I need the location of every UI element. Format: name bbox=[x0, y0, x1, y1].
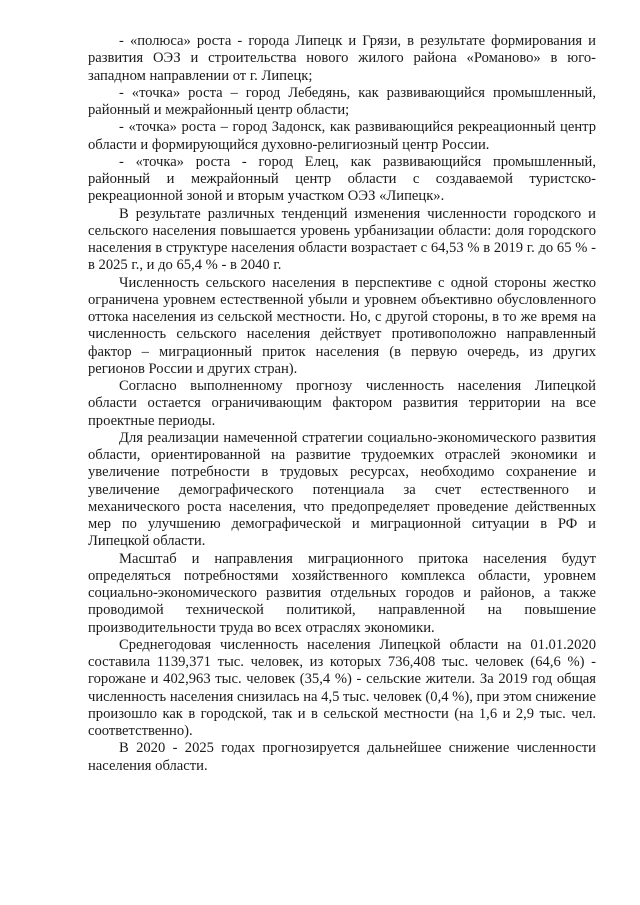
paragraph-development-strategy: Для реализации намеченной стратегии социально-экономического развития области, ориентированной на развитие трудоемких отраслей экономики и увеличение потребности в трудовых ресурсах, необходимо сохранение и увеличение демографического потенциала за счет естественного и механического роста населения, что предопределяет проведение действенных мер по улучшению демографической и миграционной ситуации в РФ и Липецкой области. bbox=[88, 429, 596, 550]
paragraph-growth-pole-lipetsk-gryazi: - «полюса» роста - города Липецк и Грязи, в результате формирования и развития ОЭЗ и строительства нового жилого района «Романово» в юго-западном направлении от г. Липецк; bbox=[88, 33, 596, 84]
paragraph-average-population: Среднегодовая численность населения Липецкой области на 01.01.2020 составила 1139,371 тыс. человек, из которых 736,408 тыс. человек (64,6 %) - горожане и 402,963 тыс. человек (35,4 %) - сельские жители. За 2019 год общая численность населения снизилась на 4,5 тыс. человек (0,4 %), при этом снижение произошло как в городской, так и в сельской местности (на 1,6 и 2,9 тыс. чел. соответственно). bbox=[88, 636, 596, 739]
paragraph-population-forecast: Согласно выполненному прогнозу численность населения Липецкой области остается ограничивающим фактором развития территории на все проектные периоды. bbox=[88, 378, 596, 429]
paragraph-rural-population: Численность сельского населения в перспективе с одной стороны жестко ограничена уровнем естественной убыли и уровнем объективно обусловленного оттока населения из сельской местности. Но, с другой стороны, в то же время на численность сельского населения действует противоположно направленный фактор – миграционный приток населения (в первую очередь, из других регионов России и других стран). bbox=[88, 274, 596, 377]
paragraph-urbanization: В результате различных тенденций изменения численности городского и сельского населения повышается уровень урбанизации области: доля городского населения в структуре населения области возрастает с 64,53 % в 2019 г. до 65 % - в 2025 г., и до 65,4 % - в 2040 г. bbox=[88, 205, 596, 274]
paragraph-migration-scale: Масштаб и направления миграционного притока населения будут определяться потребностями хозяйственного комплекса области, уровнем социально-экономического развития отдельных городов и районов, а также проводимой технической политикой, направленной на повышение производительности труда во всех отраслях экономики. bbox=[88, 550, 596, 636]
paragraph-growth-point-zadonsk: - «точка» роста – город Задонск, как развивающийся рекреационный центр области и формирующийся духовно-религиозный центр России. bbox=[88, 119, 596, 153]
document-page bbox=[88, 33, 596, 775]
paragraph-growth-point-elets: - «точка» роста - город Елец, как развивающийся промышленный, районный и межрайонный центр области с создаваемой туристско-рекреационной зоной и вторым участком ОЭЗ «Липецк». bbox=[88, 153, 596, 205]
paragraph-decline-forecast: В 2020 - 2025 годах прогнозируется дальнейшее снижение численности населения области. bbox=[88, 740, 596, 774]
paragraph-growth-point-lebedyan: - «точка» роста – город Лебедянь, как развивающийся промышленный, районный и межрайонный центр области; bbox=[88, 84, 596, 118]
